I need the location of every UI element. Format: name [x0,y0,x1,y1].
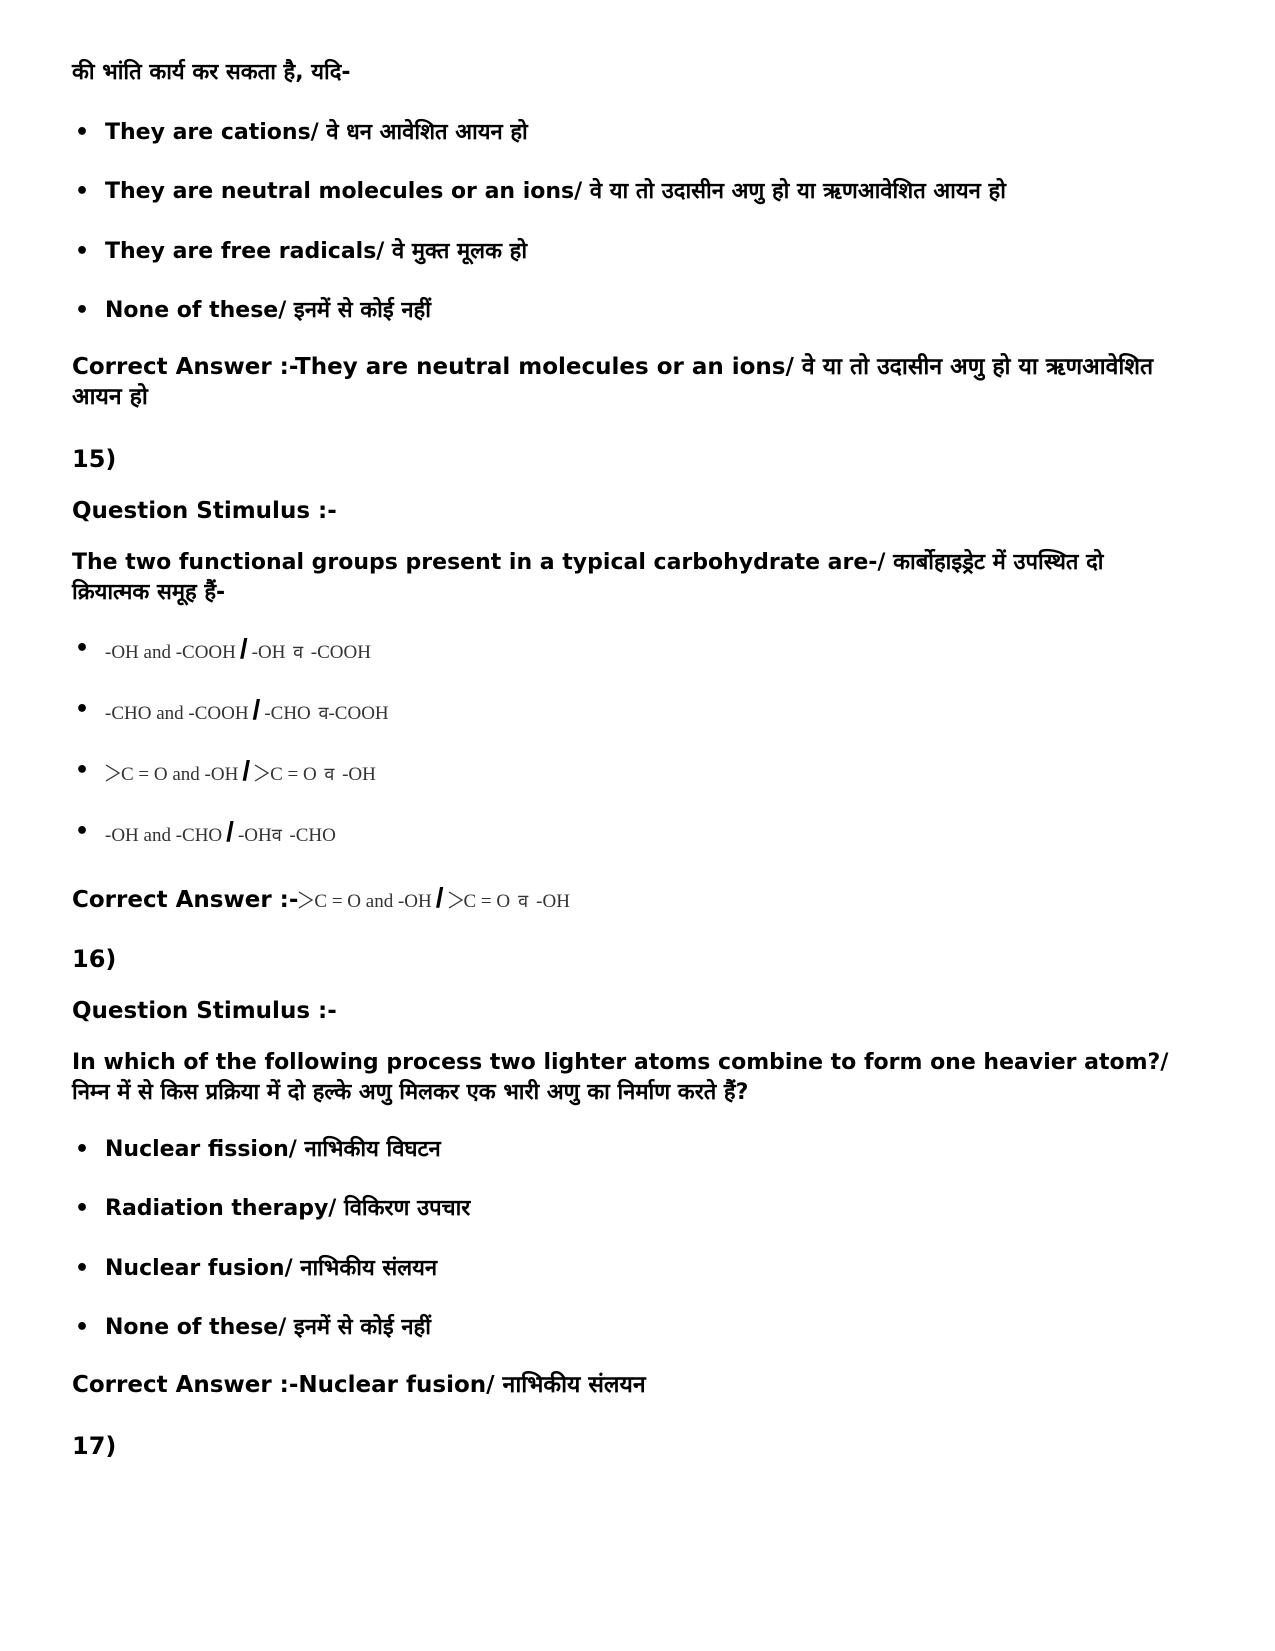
correct-answer-text: Nuclear fusion/ नाभिकीय संलयन [298,1372,646,1398]
q14-option-2: • They are neutral molecules or an ions/ वे या तो उदासीन अणु हो या ऋणआवेशित आयन हो [75,179,1006,204]
q15-correct-answer: Correct Answer :- C = O and -OH / C = O व -OH [72,882,570,913]
correct-answer-label: Correct Answer :- [72,887,299,913]
carbonyl-bond-icon [298,889,314,911]
question-number-16: 16) [72,945,117,973]
q14-correct-answer [72,352,1185,412]
carbonyl-bond-icon [448,889,464,911]
question-continuation: की भांति कार्य कर सकता है, यदि- [72,60,351,85]
q15-option-2: • -CHO and -COOH / -CHO व-COOH [75,694,389,725]
q14-option-3: • They are free radicals/ वे मुक्त मूलक हो [75,239,528,264]
correct-answer-label: Correct Answer :- [72,1372,299,1398]
q15-option-4: • -OH and -CHO / -OHव -CHO [75,816,336,847]
q15-option-1: • -OH and -COOH / -OH व -COOH [75,633,371,664]
q16-option-4: • None of these/ इनमें से कोई नहीं [75,1315,431,1340]
correct-answer-label: Correct Answer :- [72,354,296,380]
correct-answer-text: They are neutral molecules or an ions/ वे या तो उदासीन अणु हो या ऋणआवेशित आयन हो [72,354,1154,410]
q16-correct-answer [72,1370,1185,1400]
question-16-text: In which of the following process two lighter atoms combine to form one heavier atom?/ निम्न में से किस प्रक्रिया में दो हल्के अणु मिलकर एक भारी अणु का निर्माण करते हैं? [72,1050,1169,1105]
question-number-15: 15) [72,445,117,473]
q14-option-4: • None of these/ इनमें से कोई नहीं [75,298,431,323]
q16-option-2: • Radiation therapy/ विकिरण उपचार [75,1196,471,1221]
question-number-17: 17) [72,1432,117,1460]
question-15-text: The two functional groups present in a typical carbohydrate are-/ कार्बोहाइड्रेट में उपस्थित दो क्रियात्मक समूह हैं- [72,550,1104,605]
question-stimulus-label: Question Stimulus :- [72,998,337,1024]
q14-option-1: • They are cations/ वे धन आवेशित आयन हो [75,120,528,145]
q15-option-3: • C = O and -OH / C = O व -OH [75,755,376,786]
carbonyl-bond-icon [254,762,270,784]
carbonyl-bond-icon [105,762,121,784]
q16-option-3: • Nuclear fusion/ नाभिकीय संलयन [75,1256,438,1281]
q16-option-1: • Nuclear fission/ नाभिकीय विघटन [75,1137,441,1162]
question-stimulus-label: Question Stimulus :- [72,498,337,524]
